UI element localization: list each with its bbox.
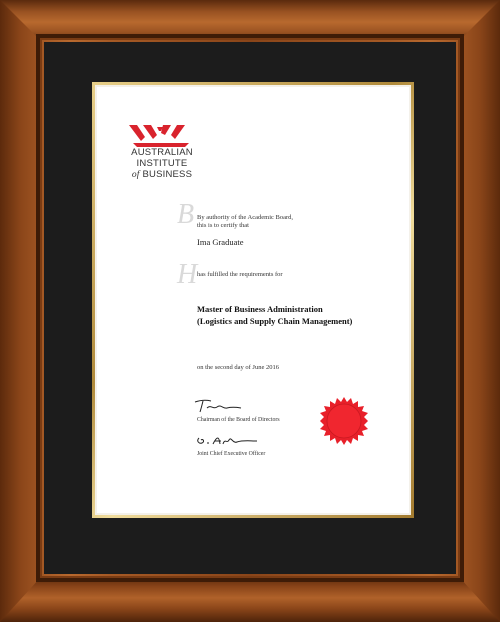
logo-text-line2: INSTITUTE — [136, 158, 188, 169]
decorative-initial-b: B — [177, 199, 195, 230]
ceo-signature — [193, 432, 259, 448]
institution-logo — [119, 123, 199, 181]
degree-title — [197, 303, 352, 327]
logo-text-business: BUSINESS — [142, 169, 193, 180]
logo-text-line1: AUSTRALIAN — [131, 147, 193, 158]
degree-line-2: (Logistics and Supply Chain Management) — [197, 316, 353, 326]
graduate-name: Ima Graduate — [197, 237, 244, 247]
fulfilled-line: has fulfilled the requirements for — [197, 271, 283, 278]
authority-line-2: this is to certify that — [197, 222, 249, 229]
logo-text-line3 — [119, 169, 205, 181]
frame-bottom-rail — [0, 578, 500, 622]
signatory-1-title: Chairman of the Board of Directors — [197, 417, 280, 423]
certificate-paper — [97, 87, 409, 513]
conferral-date: on the second day of June 2016 — [197, 364, 279, 371]
aib-chevron-logo-icon — [127, 123, 195, 147]
authority-line-1: By authority of the Academic Board, — [197, 214, 294, 221]
signatory-2-title: Joint Chief Executive Officer — [197, 451, 266, 457]
red-seal-icon — [320, 397, 368, 445]
decorative-initial-h: H — [177, 259, 198, 290]
logo-text-of: of — [131, 170, 140, 180]
chairman-signature — [193, 398, 243, 414]
degree-line-1: Master of Business Administration — [197, 304, 323, 314]
